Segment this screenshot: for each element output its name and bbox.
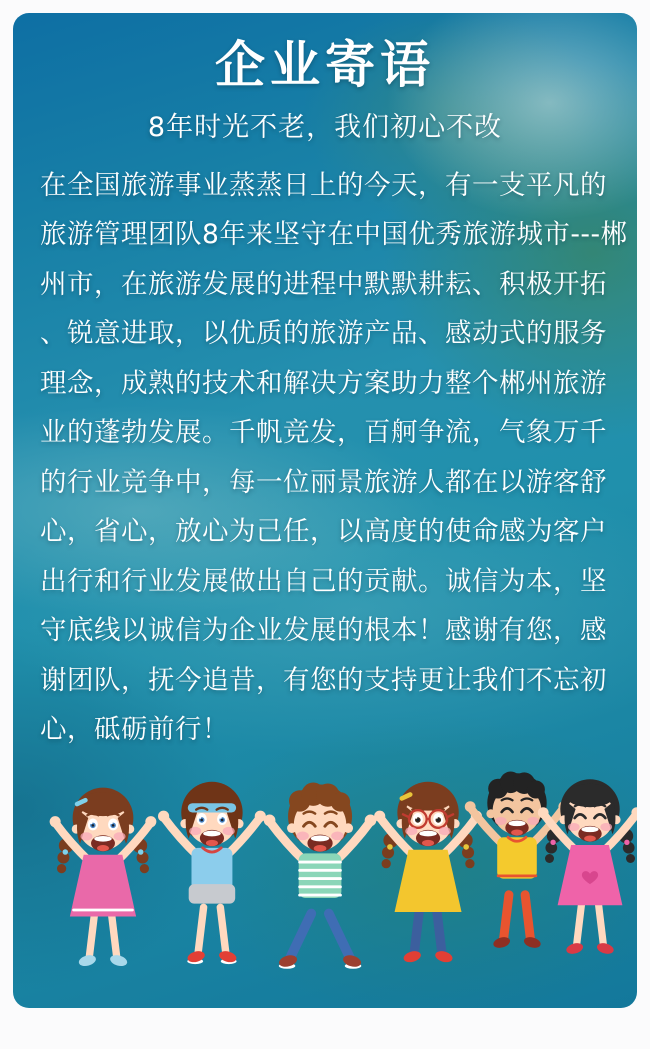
page-subtitle: 8年时光不老，我们初心不改 <box>147 111 503 143</box>
body-line: 在全国旅游事业蒸蒸日上的今天，有一支平凡的 <box>40 169 607 201</box>
message-card <box>13 13 637 1008</box>
boy-blue-headband <box>158 782 266 964</box>
girl-pink-heart-dress <box>538 779 637 955</box>
message-body <box>40 161 628 755</box>
body-line: 心，砥砺前行！ <box>40 714 229 746</box>
body-line: 州市，在旅游发展的进程中默默耕耘、积极开拓 <box>40 268 607 300</box>
body-line: 业的蓬勃发展。千帆竞发，百舸争流，气象万千 <box>40 417 607 449</box>
body-line: 出行和行业发展做出自己的贡献。诚信为本，坚 <box>40 565 607 597</box>
body-line: 的行业竞争中，每一位丽景旅游人都在以游客舒 <box>40 466 607 498</box>
body-line: 、锐意进取，以优质的旅游产品、感动式的服务 <box>40 318 607 350</box>
body-line: 谢团队，抚今追昔，有您的支持更让我们不忘初 <box>40 664 607 696</box>
children-illustration-icon <box>13 756 637 1000</box>
girl-pink-dress <box>50 788 157 968</box>
page-title: 企业寄语 <box>215 36 435 94</box>
boy-yellow-shirt-red-pants <box>465 772 569 950</box>
body-line: 理念，成熟的技术和解决方案助力整个郴州旅游 <box>40 367 607 399</box>
body-line: 旅游管理团队8年来坚守在中国优秀旅游城市---郴 <box>40 219 628 251</box>
boy-green-striped-shirt <box>264 783 377 969</box>
body-line: 守底线以诚信为企业发展的根本！感谢有您，感 <box>40 615 607 647</box>
body-line: 心，省心，放心为己任，以高度的使命感为客户 <box>40 516 607 548</box>
